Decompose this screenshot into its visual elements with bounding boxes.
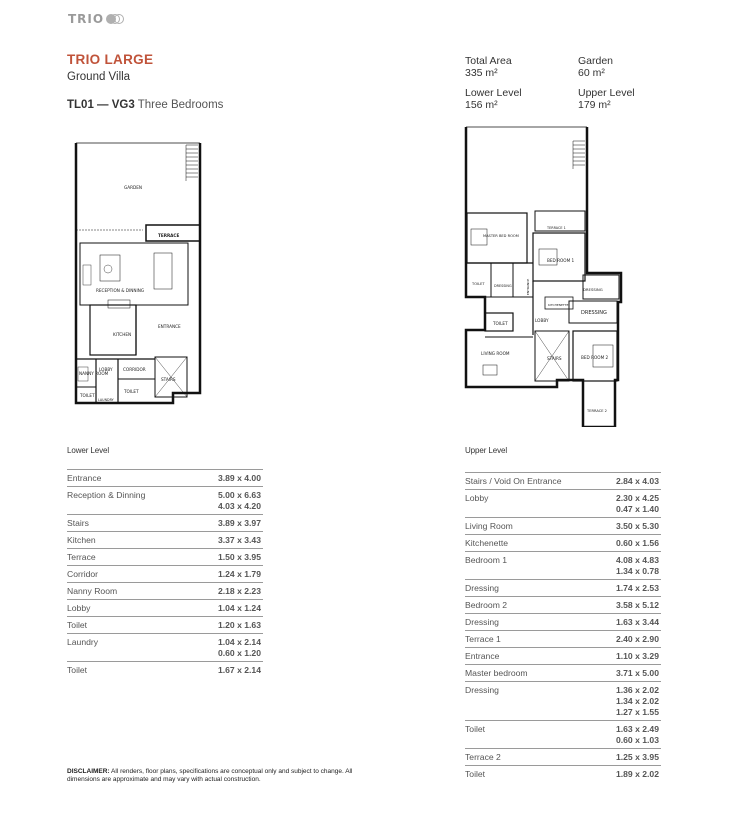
lower-label-reception: RECEPTION & DINNING (96, 288, 145, 293)
lower-room-dims (218, 535, 261, 546)
lower-label-terrace: TERRACE (158, 233, 180, 238)
table-row (67, 633, 263, 661)
table-row (67, 514, 263, 531)
upper-room-name: Terrace 2 (465, 752, 501, 762)
lower-room-dims (218, 586, 261, 597)
table-row (465, 681, 661, 720)
table-row (465, 664, 661, 681)
stat-garden-value: 60 m² (578, 67, 605, 79)
upper-room-dims (616, 724, 659, 746)
table-row (465, 596, 661, 613)
dimension-value: 2.30 x 4.25 (615, 493, 659, 503)
table-row (67, 469, 263, 486)
lower-room-dims (218, 473, 261, 484)
upper-label-terrace2: TERRACE 2 (587, 409, 607, 413)
upper-room-name: Toilet (465, 769, 486, 779)
lower-label-entrance: ENTRANCE (158, 324, 181, 329)
logo-rings-icon (106, 13, 124, 25)
table-row (465, 551, 661, 579)
dimension-value: 1.89 x 2.02 (615, 769, 659, 779)
lower-label-kitchen: KITCHEN (113, 332, 132, 337)
stat-garden-label: Garden (578, 55, 614, 67)
upper-label-toilet-b: TOILET (493, 321, 508, 326)
dimension-value: 1.04 x 2.14 (217, 637, 261, 647)
upper-label-lobby: LOBBY (535, 318, 549, 323)
upper-room-dims (616, 685, 659, 718)
stat-total-area-label: Total Area (465, 55, 512, 67)
dimension-value: 3.71 x 5.00 (615, 668, 659, 678)
lower-room-name: Terrace (67, 552, 96, 562)
upper-room-name: Dressing (465, 583, 499, 593)
table-row (465, 765, 661, 782)
dimension-value: 1.20 x 1.63 (217, 620, 261, 630)
table-row (465, 489, 661, 517)
stat-lower-label: Lower Level (465, 87, 522, 99)
upper-room-name: Entrance (465, 651, 500, 661)
upper-room-dims (616, 521, 659, 532)
upper-label-dressing-b: DRESSING (583, 287, 603, 292)
lower-label-laundry: LAUNDRY (98, 398, 114, 402)
dimension-value: 0.47 x 1.40 (615, 504, 659, 514)
upper-room-name: Kitchenette (465, 538, 508, 548)
upper-room-dims (616, 668, 659, 679)
dimension-value: 3.58 x 5.12 (615, 600, 659, 610)
table-row (465, 720, 661, 748)
table-row (465, 534, 661, 551)
table-row (67, 661, 263, 678)
upper-label-dressing-c: DRESSING (581, 310, 607, 316)
upper-room-dims (616, 634, 659, 645)
lower-room-dims (218, 665, 261, 676)
upper-label-stairs: STAIRS (547, 356, 562, 361)
lower-room-dims (218, 603, 261, 614)
lower-level-title: Lower Level (67, 446, 110, 455)
table-row (67, 582, 263, 599)
upper-room-name: Stairs / Void On Entrance (465, 476, 562, 486)
dimension-value: 3.37 x 3.43 (217, 535, 261, 545)
upper-floor-plan (463, 125, 623, 427)
table-row (465, 630, 661, 647)
dimension-value: 1.24 x 1.79 (217, 569, 261, 579)
upper-level-table (465, 472, 661, 782)
table-row (67, 548, 263, 565)
upper-room-dims (616, 476, 659, 487)
dimension-value: 0.60 x 1.20 (217, 648, 261, 658)
stat-lower-value: 156 m² (465, 99, 498, 111)
table-row (465, 579, 661, 596)
lower-room-name: Nanny Room (67, 586, 118, 596)
upper-label-toilet-a: TOILET (472, 282, 485, 286)
dimension-value: 3.50 x 5.30 (615, 521, 659, 531)
dimension-value: 1.34 x 0.78 (615, 566, 659, 576)
upper-label-bedroom1: BED ROOM 1 (547, 258, 575, 263)
dimension-value: 1.10 x 3.29 (615, 651, 659, 661)
table-row (465, 647, 661, 664)
unit-code (67, 99, 223, 111)
lower-label-toilet-a: TOILET (80, 393, 95, 398)
upper-room-name: Living Room (465, 521, 513, 531)
dimension-value: 1.67 x 2.14 (217, 665, 261, 675)
lower-floor-plan (68, 135, 208, 411)
dimension-value: 5.00 x 6.63 (217, 490, 261, 500)
upper-room-dims (616, 538, 659, 549)
table-row (67, 599, 263, 616)
table-row (67, 616, 263, 633)
stat-upper-label: Upper Level (578, 87, 635, 99)
upper-room-dims (616, 769, 659, 780)
upper-room-dims (616, 555, 659, 577)
upper-room-dims (616, 583, 659, 594)
dimension-value: 1.27 x 1.55 (615, 707, 659, 717)
table-row (67, 565, 263, 582)
lower-room-name: Reception & Dinning (67, 490, 146, 500)
stat-total-area-value: 335 m² (465, 67, 498, 79)
upper-room-dims (616, 752, 659, 763)
table-row (465, 472, 661, 489)
upper-room-dims (616, 600, 659, 611)
table-row (465, 517, 661, 534)
lower-label-toilet-b: TOILET (124, 389, 139, 394)
lower-label-stairs: STAIRS (161, 377, 176, 382)
upper-room-name: Toilet (465, 724, 486, 734)
dimension-value: 2.18 x 2.23 (217, 586, 261, 596)
page-subtitle: Ground Villa (67, 71, 131, 83)
upper-label-dressing-a: DRESSING (494, 284, 512, 288)
unit-code-desc: Three Bedrooms (137, 99, 224, 111)
upper-room-name: Bedroom 2 (465, 600, 508, 610)
lower-room-name: Entrance (67, 473, 102, 483)
table-row (465, 613, 661, 630)
lower-room-dims (218, 620, 261, 631)
lower-room-dims (218, 490, 261, 512)
dimension-value: 1.74 x 2.53 (615, 583, 659, 593)
lower-label-garden: GARDEN (124, 185, 143, 190)
unit-code-id: TL01 — VG3 (67, 99, 135, 111)
upper-room-name: Lobby (465, 493, 489, 503)
lower-room-name: Stairs (67, 518, 89, 528)
dimension-value: 4.03 x 4.20 (217, 501, 261, 511)
dimension-value: 1.50 x 3.95 (217, 552, 261, 562)
upper-room-dims (616, 651, 659, 662)
stat-garden (578, 55, 613, 79)
table-row (465, 748, 661, 765)
dimension-value: 0.60 x 1.56 (615, 538, 659, 548)
lower-room-dims (218, 552, 261, 563)
upper-room-dims (616, 493, 659, 515)
brand-logo (68, 12, 124, 26)
logo-text: TRIO (68, 12, 105, 26)
upper-room-name: Terrace 1 (465, 634, 501, 644)
dimension-value: 1.63 x 2.49 (615, 724, 659, 734)
lower-room-name: Kitchen (67, 535, 96, 545)
table-row (67, 486, 263, 514)
disclaimer-text: All renders, floor plans, specifications are conceptual only and subject to change. All dimensions are approximate and may vary with actual construction. (67, 768, 353, 783)
upper-level-title: Upper Level (465, 446, 508, 455)
lower-room-name: Lobby (67, 603, 91, 613)
upper-label-living: LIVING ROOM (481, 351, 510, 356)
lower-room-name: Corridor (67, 569, 99, 579)
upper-label-master: MASTER BED ROOM (483, 234, 519, 238)
upper-room-name: Dressing (465, 685, 499, 695)
lower-room-dims (218, 518, 261, 529)
lower-room-name: Laundry (67, 637, 99, 647)
stat-lower-level (465, 87, 522, 111)
lower-label-lobby: LOBBY (99, 367, 113, 372)
upper-label-bedroom2: BED ROOM 2 (581, 355, 609, 360)
stat-total-area (465, 55, 512, 79)
stat-upper-level (578, 87, 635, 111)
dimension-value: 1.25 x 3.95 (615, 752, 659, 762)
dimension-value: 1.63 x 3.44 (615, 617, 659, 627)
dimension-value: 2.84 x 4.03 (615, 476, 659, 486)
dimension-value: 0.60 x 1.03 (615, 735, 659, 745)
disclaimer-label: DISCLAIMER: (67, 768, 110, 775)
disclaimer (67, 768, 357, 784)
lower-level-table (67, 469, 263, 678)
lower-label-nanny: NANNY ROOM (79, 371, 109, 376)
dimension-value: 1.34 x 2.02 (615, 696, 659, 706)
upper-room-dims (616, 617, 659, 628)
dimension-value: 3.89 x 4.00 (217, 473, 261, 483)
upper-room-name: Dressing (465, 617, 499, 627)
upper-label-entrance: ENTRANCE (526, 278, 530, 295)
upper-label-kitchenette: KITCHENETTE (548, 303, 569, 307)
lower-label-corridor: CORRIDOR (123, 367, 146, 372)
dimension-value: 2.40 x 2.90 (615, 634, 659, 644)
table-row (67, 531, 263, 548)
upper-room-name: Master bedroom (465, 668, 528, 678)
lower-room-name: Toilet (67, 620, 88, 630)
lower-room-dims (218, 569, 261, 580)
dimension-value: 4.08 x 4.83 (615, 555, 659, 565)
upper-label-terrace1: TERRACE 1 (547, 226, 566, 230)
page-title: TRIO LARGE (67, 52, 154, 67)
dimension-value: 1.36 x 2.02 (615, 685, 659, 695)
stat-upper-value: 179 m² (578, 99, 611, 111)
dimension-value: 1.04 x 1.24 (217, 603, 261, 613)
lower-room-name: Toilet (67, 665, 88, 675)
upper-room-name: Bedroom 1 (465, 555, 508, 565)
dimension-value: 3.89 x 3.97 (217, 518, 261, 528)
lower-room-dims (218, 637, 261, 659)
